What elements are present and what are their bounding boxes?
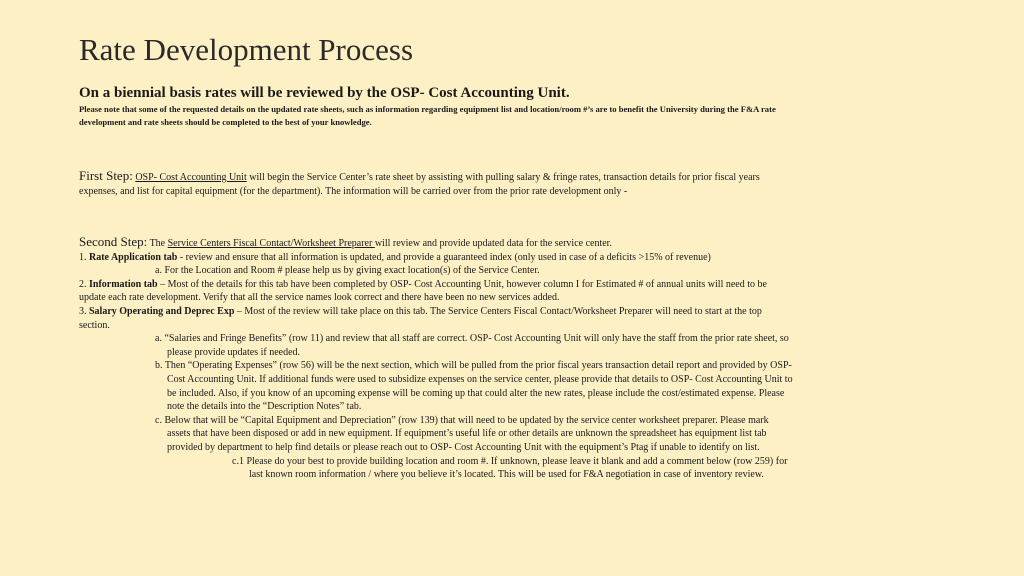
second-step-label: Second Step: [79, 234, 148, 249]
subitem-b-cont: note the details into the “Description Notes” tab. [167, 401, 362, 413]
first-step-text: expenses, and list for capital equipment (for the department). The information will be carried over from the prior rate development only - [79, 185, 628, 197]
first-step-label: First Step: [79, 168, 133, 183]
subtitle: On a biennial basis rates will be reviewed by the OSP- Cost Accounting Unit. [79, 85, 570, 101]
item-text: - review and ensure that all information is updated, and provide a guaranteed index (only used in case of a deficits >15% of revenue) [177, 251, 711, 263]
subitem-c-cont: assets that have been disposed or add in new equipment. If equipment’s useful life or other details are unknown the spreadsheet has equipment list tab [167, 428, 767, 440]
item-number: 3. [79, 305, 89, 317]
item-number: 1. [79, 251, 89, 263]
first-step-section [79, 169, 909, 198]
item-rate-application [79, 251, 909, 265]
item-1a: a. For the Location and Room # please help us by giving exact location(s) of the Service Center. [155, 265, 540, 277]
subitem-a: a. “Salaries and Fringe Benefits” (row 11) and review that all staff are correct. OSP- Cost Accounting Unit will only have the staff from the prior rate sheet, so [155, 333, 789, 345]
subitem-a-cont: please provide updates if needed. [167, 346, 301, 358]
item-title: Rate Application tab [89, 251, 178, 263]
first-step-text: will begin the Service Center’s rate sheet by assisting with pulling salary & fringe rates, transaction details for prior fiscal years [246, 172, 760, 183]
item-number: 2. [79, 278, 89, 290]
subitem-b-cont: Cost Accounting Unit. If additional funds were used to subsidize expenses on the service center, please provide that details to OSP- Cost Accounting Unit to [167, 373, 793, 385]
note-line: Please note that some of the requested details on the updated rate sheets, such as information regarding equipment list and location/room #’s are to benefit the University during the F&A rate [79, 104, 776, 114]
item-title: Information tab [89, 278, 158, 290]
first-step-line [79, 169, 909, 185]
item-text: – Most of the review will take place on this tab. The Service Centers Fiscal Contact/Worksheet Preparer will need to start at the top [234, 305, 762, 317]
item-text: – Most of the details for this tab have been completed by OSP- Cost Accounting Unit, however column I for Estimated # of annual units will need to be [157, 278, 767, 290]
subitem-c-cont: provided by department to help find details or please reach out to OSP- Cost Accounting Unit with the equipment’s Ptag if unable to identify on list. [167, 441, 760, 453]
second-step-text: will review and provide updated data for the service center. [374, 238, 612, 249]
item-text: update each rate development. Verify that all the service names look correct and there have been no new services added. [79, 292, 560, 304]
second-step-line [79, 235, 909, 251]
subitem-c1: c.1 Please do your best to provide building location and room #. If unknown, please leave it blank and add a comment below (row 259) for [232, 455, 788, 467]
note-paragraph [79, 103, 899, 128]
subitem-c1-cont: last known room information / where you believe it’s located. This will be used for F&A negotiation in case of inventory review. [249, 469, 764, 481]
osp-cost-accounting-link[interactable]: OSP- Cost Accounting Unit [135, 172, 247, 183]
subitem-b-cont: be included. Also, if you know of an upcoming expense will be coming up that could alter the new rates, please include the cost/estimated expense. Please [167, 387, 785, 399]
page-title: Rate Development Process [79, 32, 414, 67]
subitem-b: b. Then “Operating Expenses” (row 56) will be the next section, which will be pulled from the prior fiscal years transaction detail report and provided by OSP- [155, 360, 792, 372]
fiscal-contact-link[interactable]: Service Centers Fiscal Contact/Worksheet Preparer [167, 238, 375, 249]
item-salary-operating [79, 305, 909, 319]
second-step-text: The [147, 238, 168, 249]
item-text: section. [79, 319, 110, 331]
item-information-tab [79, 278, 909, 292]
second-step-section [79, 235, 909, 482]
note-line: development and rate sheets should be completed to the best of your knowledge. [79, 116, 372, 127]
subitem-c: c. Below that will be “Capital Equipment and Depreciation” (row 139) that will need to be updated by the service center worksheet preparer. Please mark [155, 414, 769, 426]
item-title: Salary Operating and Deprec Exp [89, 305, 235, 317]
